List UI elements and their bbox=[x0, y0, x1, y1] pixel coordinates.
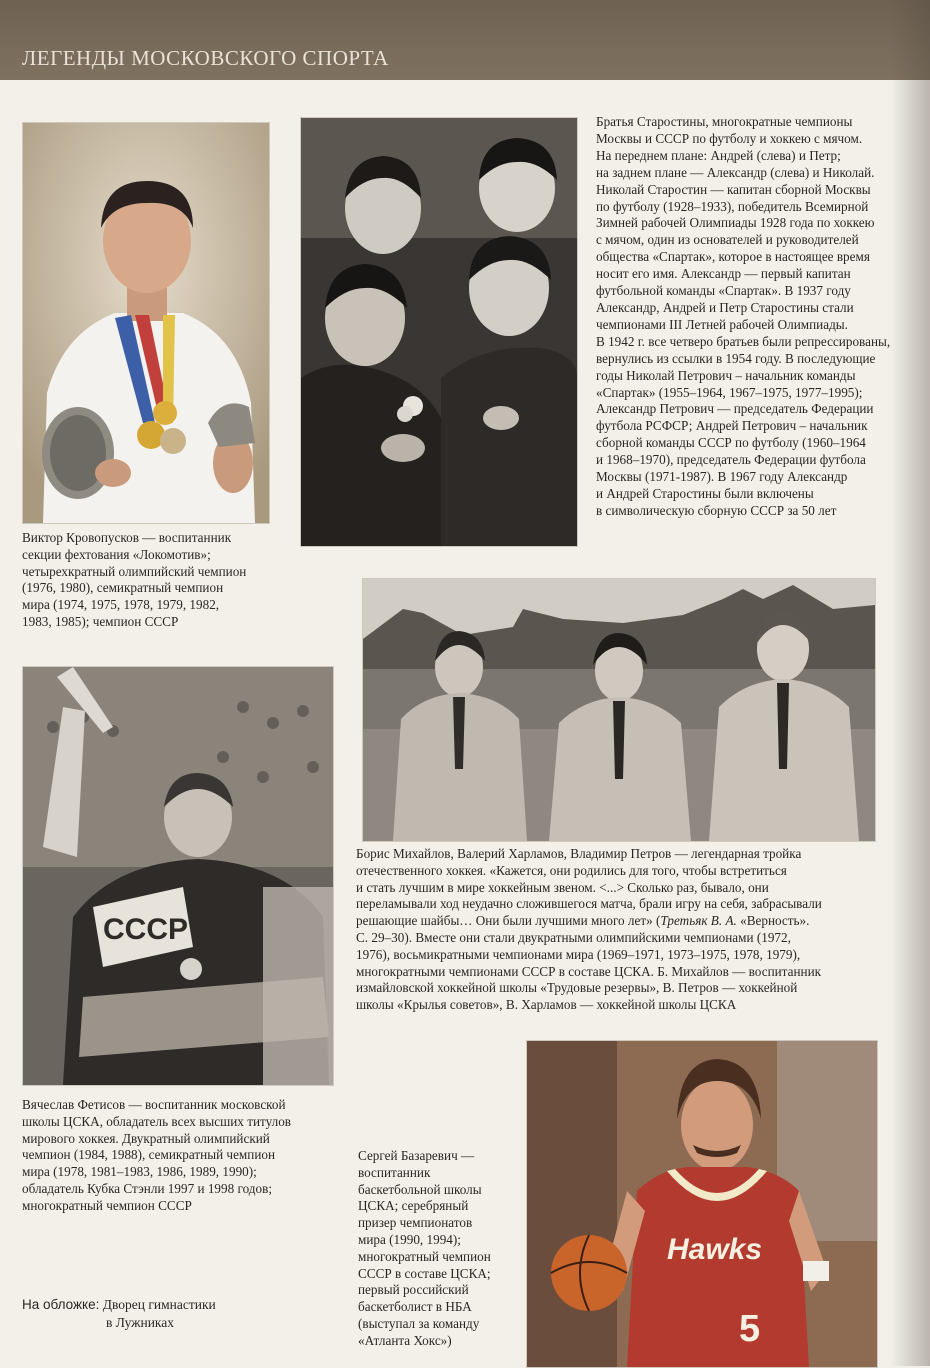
jersey-hawks-text: Hawks bbox=[667, 1233, 763, 1266]
svg-text:СССР: СССР bbox=[103, 913, 189, 946]
basketball-player-photo bbox=[526, 1040, 878, 1368]
trio-caption: Борис Михайлов, Валерий Харламов, Владимир Петров — легендарная тройка отечественного хоккея. «Кажется, они родились для того, чтобы встретиться и стать лучшим в мире хоккейным звеном. <...> Сколько раз, бывало, они переламывали ход неудачно сложившегося матча, брали игру на себя, забрасывали решающие шайбы… Они были лучшими много лет» (Третьяк В. А. «Верность». С. 29–30). Вместе они стали двукратными олимпийскими чемпионами (1972, 1976), восьмикратными чемпионами мира (1969–1971, 1973–1975, 1978, 1979), многократными чемпионами СССР в составе ЦСКА. Б. Михайлов — воспитанник измайловской хоккейной школы «Трудовые резервы», В. Петров — хоккейной школы «Крылья советов», В. Харламов — хоккейной школы ЦСКА bbox=[356, 846, 822, 1013]
cover-note bbox=[22, 1296, 232, 1332]
starostins-caption: Братья Старостины, многократные чемпионы Москвы и СССР по футболу и хоккею с мячом. На переднем плане: Андрей (слева) и Петр; на заднем плане — Александр (слева) и Николай. Николай Старостин — капитан сборной Москвы по футболу (1928–1933), победитель Всемирной Зимней рабочей Олимпиады 1928 года по хоккею с мячом, один из основателей и руководителей общества «Спартак», которое в настоящее время носит его имя. Александр — первый капитан футбольной команды «Спартак». В 1937 году Александр, Андрей и Петр Старостины стали чемпионами III Летней рабочей Олимпиады. В 1942 г. все четверо братьев были репрессированы, вернулись из ссылки в 1954 году. В последующие годы Николай Петрович – начальник команды «Спартак» (1955–1964, 1967–1975, 1977–1995); Александр Петрович — председатель Федерации футбола РСФСР; Андрей Петрович – начальник сборной команды СССР по футболу (1960–1964 и 1968–1970), председатель Федерации футбола Москвы (1971-1987). В 1967 году Александр и Андрей Старостины были включены в символическую сборную СССР за 50 лет bbox=[596, 114, 891, 518]
citation-author: Третьяк В. А. bbox=[660, 913, 737, 929]
fetisov-caption: Вячеслав Фетисов — воспитанник московской школы ЦСКА, обладатель всех высших титулов мирового хоккея. Двукратный олимпийский чемпион (1984, 1988), семикратный чемпион мира (1978, 1981–1983, 1986, 1989, 1990); обладатель Кубка Стэнли 1997 и 1998 годов; многократный чемпион СССР bbox=[22, 1097, 292, 1213]
fetisov-hockey-photo bbox=[22, 666, 334, 1086]
starostin-brothers-photo bbox=[300, 117, 578, 547]
header-bar bbox=[0, 0, 930, 80]
jersey-number-text: 5 bbox=[739, 1308, 761, 1350]
cover-note-label: На обложке: bbox=[22, 1297, 100, 1312]
page-header-title: ЛЕГЕНДЫ МОСКОВСКОГО СПОРТА bbox=[22, 46, 389, 70]
hockey-trio-red-square-photo bbox=[362, 578, 876, 842]
kravtsov-caption: Виктор Кровопусков — воспитанник секции фехтования «Локомотив»; четырехкратный олимпийский чемпион (1976, 1980), семикратный чемпион мира (1974, 1975, 1978, 1979, 1982, 1983, 1985); чемпион СССР bbox=[22, 530, 247, 629]
cover-note-text-1: Дворец гимнастики bbox=[99, 1297, 216, 1312]
bazarevich-caption: Сергей Базаревич — воспитанник баскетбольной школы ЦСКА; серебряный призер чемпионатов мира (1990, 1994); многократный чемпион СССР в составе ЦСКА; первый российский баскетболист в НБА (выступал за команду «Атланта Хокс») bbox=[358, 1148, 491, 1348]
fencer-portrait-photo bbox=[22, 122, 270, 524]
cover-note-text-2: в Лужниках bbox=[106, 1315, 175, 1330]
